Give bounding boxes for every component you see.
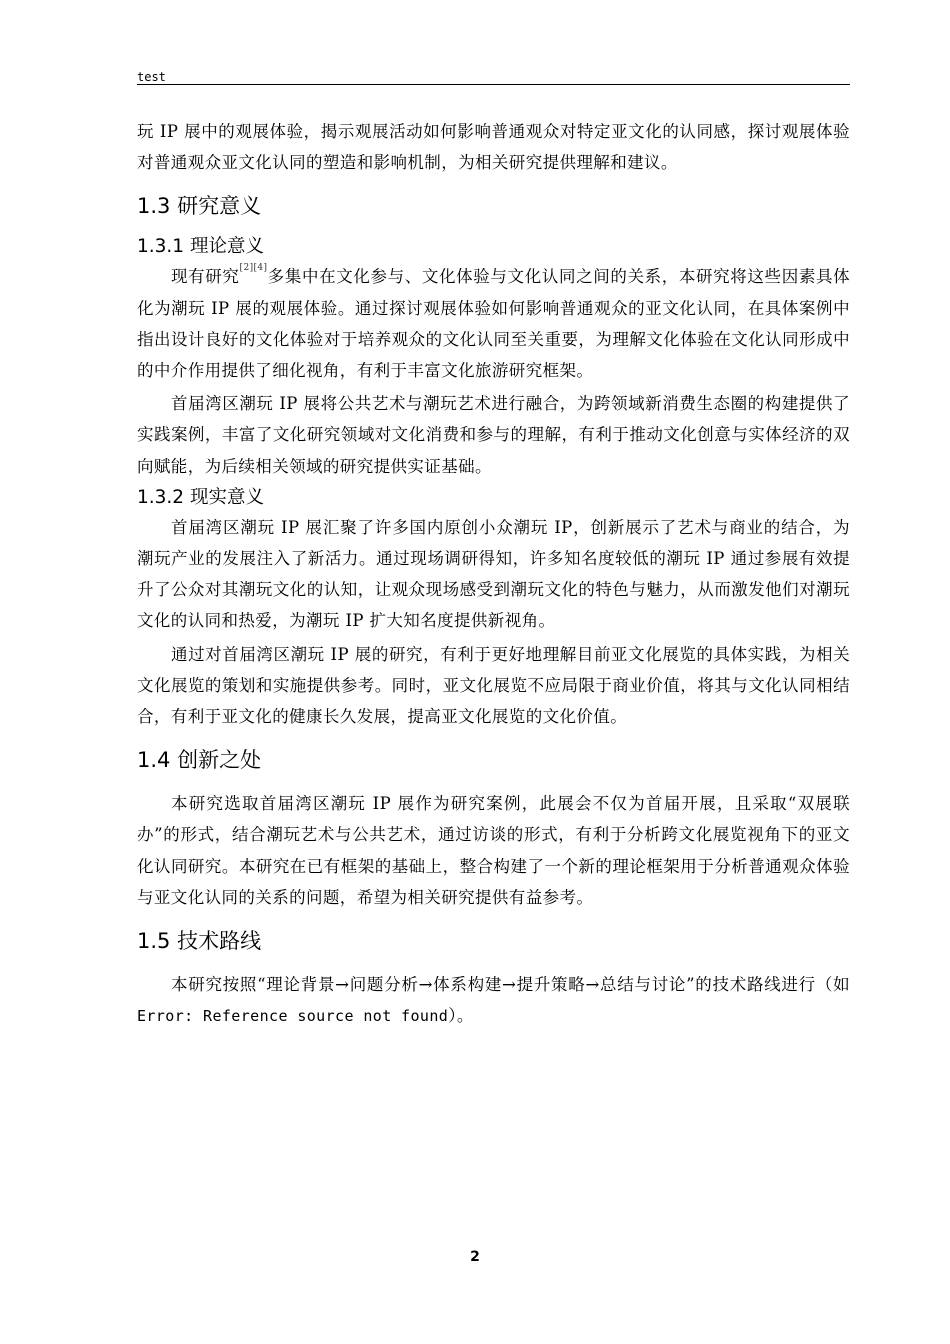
section-title-1-4: 1.4 创新之处 [137, 748, 262, 773]
section-title-1-3: 1.3 研究意义 [137, 194, 262, 219]
citation-ref[interactable]: [4] [253, 263, 268, 274]
paragraph-practice-1: 首届湾区潮玩 IP 展汇聚了许多国内原创小众潮玩 IP，创新展示了艺术与商业的结合，为潮玩产业的发展注入了新活力。通过现场调研得知，许多知名度较低的潮玩 IP 通过参展有效提升了公众对其潮玩文化的认知，让观众现场感受到潮玩文化的特色与魅力，从而激发他们对潮玩文化的认同和热爱，为潮玩 IP 扩大知名度提供新视角。 [137, 517, 850, 631]
intro-paragraph: 玩 IP 展中的观展体验，揭示观展活动如何影响普通观众对特定亚文化的认同感，探讨观展体验对普通观众亚文化认同的塑造和影响机制，为相关研究提供理解和建议。 [137, 122, 850, 173]
document-body [137, 116, 850, 1032]
page-number: 2 [470, 1249, 480, 1265]
subsection-title-1-3-2: 1.3.2 现实意义 [137, 486, 264, 508]
paragraph-practice-2: 通过对首届湾区潮玩 IP 展的研究，有利于更好地理解目前亚文化展览的具体实践，为相关文化展览的策划和实施提供参考。同时，亚文化展览不应局限于商业价值，将其与文化认同相结合，有利于亚文化的健康长久发展，提高亚文化展览的文化价值。 [137, 644, 850, 727]
section-title-1-5: 1.5 技术路线 [137, 929, 262, 954]
header-text: test [137, 70, 166, 84]
paragraph-text: 现有研究 [171, 267, 240, 287]
paragraph-text: 本研究按照“理论背景→问题分析→体系构建→提升策略→总结与讨论”的技术路线进行（如 [171, 975, 850, 995]
page-header [137, 68, 850, 85]
reference-error-text: Error: Reference source not found [137, 1007, 449, 1026]
paragraph-text: ）。 [448, 1006, 474, 1026]
paragraph-theory-2: 首届湾区潮玩 IP 展将公共艺术与潮玩艺术进行融合，为跨领域新消费生态圈的构建提供了实践案例，丰富了文化研究领域对文化消费和参与的理解，有利于推动文化创意与实体经济的双向赋能，为后续相关领域的研究提供实证基础。 [137, 394, 850, 476]
subsection-title-1-3-1: 1.3.1 理论意义 [137, 236, 264, 258]
paragraph-roadmap [137, 969, 850, 1032]
paragraph-theory-1 [137, 261, 850, 386]
paragraph-text: 多集中在文化参与、文化体验与文化认同之间的关系，本研究将这些因素具体化为潮玩 IP 展的观展体验。通过探讨观展体验如何影响普通观众的亚文化认同，在具体案例中指出设计良好的文化体验对于培养观众的文化认同至关重要，为理解文化体验在文化认同形成中的中介作用提供了细化视角，有利于丰富文化旅游研究框架。 [137, 267, 850, 381]
citation-ref[interactable]: [2] [239, 263, 254, 274]
paragraph-innovation: 本研究选取首届湾区潮玩 IP 展作为研究案例，此展会不仅为首届开展，且采取“双展联办”的形式，结合潮玩艺术与公共艺术，通过访谈的形式，有利于分析跨文化展览视角下的亚文化认同研究。本研究在已有框架的基础上，整合构建了一个新的理论框架用于分析普通观众体验与亚文化认同的关系的问题，希望为相关研究提供有益参考。 [137, 794, 850, 907]
